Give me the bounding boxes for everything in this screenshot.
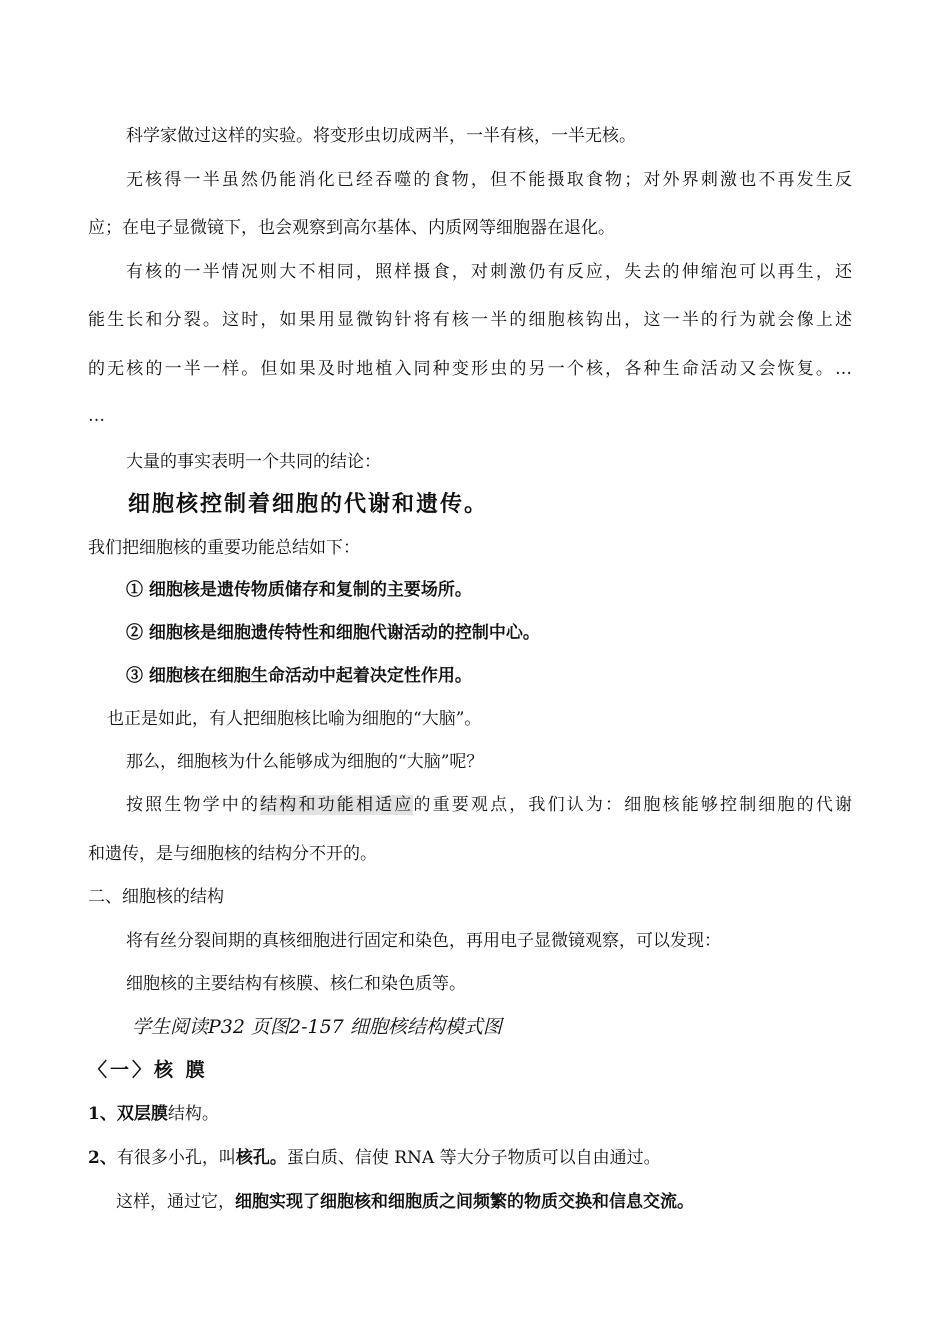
paragraph-structure-function-line2: 和遗传，是与细胞核的结构分不开的。: [88, 844, 377, 864]
text-segment: 这样，通过它，: [116, 1192, 235, 1212]
paragraph-main-structures: 细胞核的主要结构有核膜、核仁和染色质等。: [126, 974, 466, 994]
paragraph-conclusion-intro: 大量的事实表明一个共同的结论：: [126, 452, 381, 472]
function-item-1: ① 细胞核是遗传物质储存和复制的主要场所。: [126, 580, 472, 600]
function-item-2: ② 细胞核是细胞遗传特性和细胞代谢活动的控制中心。: [126, 623, 540, 643]
paragraph-nucleus-line3: 的无核的一半一样。但如果及时地植入同种变形虫的另一个核，各种生命活动又会恢复。…: [88, 359, 852, 379]
bold-term: 双层膜: [116, 1104, 168, 1124]
item-number: 1、: [88, 1104, 117, 1124]
paragraph-experiment: 科学家做过这样的实验。将变形虫切成两半，一半有核，一半无核。: [126, 126, 636, 146]
text-segment: 的重要观点，我们认为：细胞核能够控制细胞的代谢: [413, 795, 853, 815]
paragraph-exchange: [116, 1190, 694, 1214]
paragraph-nucleus-line2: 能生长和分裂。这时，如果用显微钩针将有核一半的细胞核钩出，这一半的行为就会像上述: [88, 310, 852, 330]
paragraph-nucleus-line1: 有核的一半情况则大不相同，照样摄食，对刺激仍有反应，失去的伸缩泡可以再生，还: [126, 262, 852, 282]
item-number: 2、: [88, 1148, 117, 1168]
paragraph-no-nucleus-line2: 应；在电子显微镜下，也会观察到高尔基体、内质网等细胞器在退化。: [88, 218, 615, 238]
paragraph-nucleus-line4: …: [88, 406, 105, 426]
conclusion-statement: 细胞核控制着细胞的代谢和遗传。: [128, 491, 489, 517]
paragraph-observation: 将有丝分裂间期的真核细胞进行固定和染色，再用电子显微镜观察，可以发现：: [126, 931, 721, 951]
section-heading-structure: 二、细胞核的结构: [88, 887, 224, 907]
highlighted-phrase: 结构和功能相适应: [260, 795, 414, 815]
function-item-3: ③ 细胞核在细胞生命活动中起着决定性作用。: [126, 666, 472, 686]
text-segment: 结构。: [167, 1104, 219, 1124]
summary-intro: 我们把细胞核的重要功能总结如下：: [88, 538, 360, 558]
text-segment: 蛋白质、信使 RNA 等大分子物质可以自由通过。: [286, 1148, 661, 1168]
paragraph-brain-metaphor: 也正是如此，有人把细胞核比喻为细胞的“大脑”。: [107, 709, 482, 729]
text-segment: 有很多小孔，叫: [116, 1148, 236, 1168]
subheading-nuclear-membrane: 〈一〉核 膜: [88, 1059, 208, 1081]
paragraph-question: 那么，细胞核为什么能够成为细胞的“大脑”呢？: [126, 752, 484, 772]
item-double-membrane: [88, 1102, 219, 1126]
bold-term: 核孔。: [235, 1148, 287, 1168]
text-segment: 按照生物学中的: [126, 795, 261, 815]
figure-reading-caption: 学生阅读P32 页图2-157 细胞核结构模式图: [132, 1016, 502, 1038]
paragraph-structure-function-line1: [126, 793, 852, 817]
bold-statement: 细胞实现了细胞核和细胞质之间频繁的物质交换和信息交流。: [235, 1192, 694, 1212]
paragraph-no-nucleus-line1: 无核得一半虽然仍能消化已经吞噬的食物，但不能摄取食物；对外界刺激也不再发生反: [126, 170, 852, 190]
item-nuclear-pores: [88, 1146, 661, 1170]
